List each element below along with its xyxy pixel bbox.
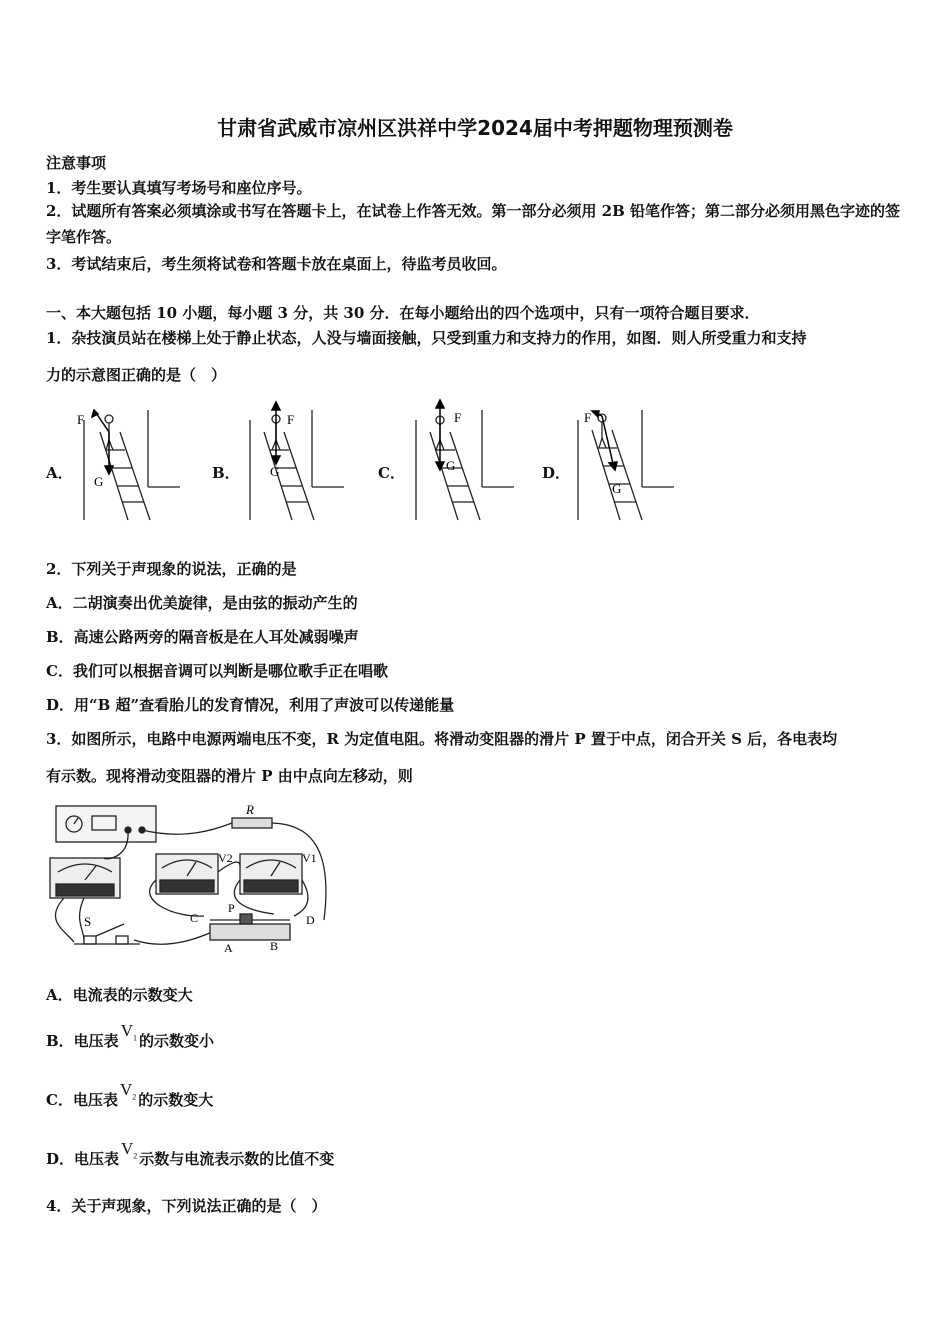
q1-option-a-label: A． xyxy=(46,464,73,482)
q1-figure-c xyxy=(400,398,516,526)
q1b-label-g: G xyxy=(270,464,280,479)
page-title: 甘肃省武威市凉州区洪祥中学2024届中考押题物理预测卷 xyxy=(217,116,733,140)
section-heading: 一、本大题包括 10 小题，每小题 3 分，共 30 分．在每小题给出的四个选项中，只有一项符合题目要求． xyxy=(46,304,760,322)
q3-option-c-pre: C．电压表 xyxy=(46,1091,118,1109)
q1d-label-f: F xyxy=(584,410,592,425)
voltmeter-v2-symbol: $V_2$ xyxy=(119,1080,137,1102)
q3-label-v2: V2 xyxy=(218,851,233,865)
q3-option-a: A．电流表的示数变大 xyxy=(46,986,193,1004)
q1c-label-f: F xyxy=(454,410,462,425)
q2-option-b: B．高速公路两旁的隔音板是在人耳处减弱噪声 xyxy=(46,628,359,646)
q3-label-r: R xyxy=(246,802,254,817)
q3-option-b xyxy=(46,1021,214,1052)
q3-option-b-pre: B．电压表 xyxy=(46,1032,119,1050)
q2-stem: 2．下列关于声现象的说法，正确的是 xyxy=(46,560,297,578)
q1a-label-g: G xyxy=(94,474,104,489)
q3-option-d xyxy=(46,1139,335,1170)
q3-label-s: S xyxy=(84,914,92,929)
q1-figure-b xyxy=(236,400,348,526)
q1-figure-a xyxy=(72,402,184,526)
voltmeter-v2-symbol: $V_2$ xyxy=(121,1139,138,1161)
q1d-label-g: G xyxy=(612,481,622,496)
q1c-label-g: G xyxy=(446,458,456,473)
q3-option-d-post: 示数与电流表示数的比值不变 xyxy=(139,1150,335,1168)
q1-figure-d xyxy=(566,402,678,526)
q3-stem-line2: 有示数。现将滑动变阻器的滑片 P 由中点向左移动，则 xyxy=(46,767,413,785)
q4-stem: 4．关于声现象，下列说法正确的是（ ） xyxy=(46,1197,327,1215)
q2-option-d: D．用“B 超”查看胎儿的发育情况，利用了声波可以传递能量 xyxy=(46,696,455,714)
notice-heading: 注意事项 xyxy=(46,154,107,172)
q1a-label-f: F xyxy=(77,412,85,427)
q3-label-d: D xyxy=(306,913,315,927)
q3-label-v1: V1 xyxy=(302,851,317,865)
q2-option-c: C．我们可以根据音调可以判断是哪位歌手正在唱歌 xyxy=(46,662,388,680)
voltmeter-v1-symbol: $V_1$ xyxy=(120,1021,137,1043)
q3-option-c-post: 的示数变大 xyxy=(138,1091,214,1109)
q1-stem-line2: 力的示意图正确的是（ ） xyxy=(46,366,227,384)
q1-stem-line1: 1．杂技演员站在楼梯上处于静止状态，人没与墙面接触，只受到重力和支持力的作用，如图．则人所受重力和支持 xyxy=(46,329,807,347)
notice-item-3: 3．考试结束后，考生须将试卷和答题卡放在桌面上，待监考员收回。 xyxy=(46,255,507,273)
q3-label-c: C xyxy=(190,911,199,925)
q1b-label-f: F xyxy=(287,412,295,427)
notice-item-2: 2．试题所有答案必须填涂或书写在答题卡上，在试卷上作答无效。第一部分必须用 2B 铅笔作答；第二部分必须用黑色字迹的签字笔作答。 xyxy=(46,202,901,246)
q3-option-d-pre: D．电压表 xyxy=(46,1150,120,1168)
q3-label-p: P xyxy=(228,901,235,915)
q1-option-b-label: B． xyxy=(212,464,240,482)
q2-option-a: A．二胡演奏出优美旋律，是由弦的振动产生的 xyxy=(46,594,358,612)
q3-circuit-figure xyxy=(44,800,340,956)
notice-item-1: 1．考生要认真填写考场号和座位序号。 xyxy=(46,179,312,197)
q3-stem-line1: 3．如图所示，电路中电源两端电压不变，R 为定值电阻。将滑动变阻器的滑片 P 置于中点，闭合开关 S 后，各电表均 xyxy=(46,730,838,748)
q1-option-d-label: D． xyxy=(542,464,571,482)
q3-option-c xyxy=(46,1080,214,1111)
q3-label-a: A xyxy=(224,941,233,955)
q1-option-c-label: C． xyxy=(378,464,405,482)
q3-label-b: B xyxy=(270,939,279,953)
q3-option-b-post: 的示数变小 xyxy=(138,1032,214,1050)
